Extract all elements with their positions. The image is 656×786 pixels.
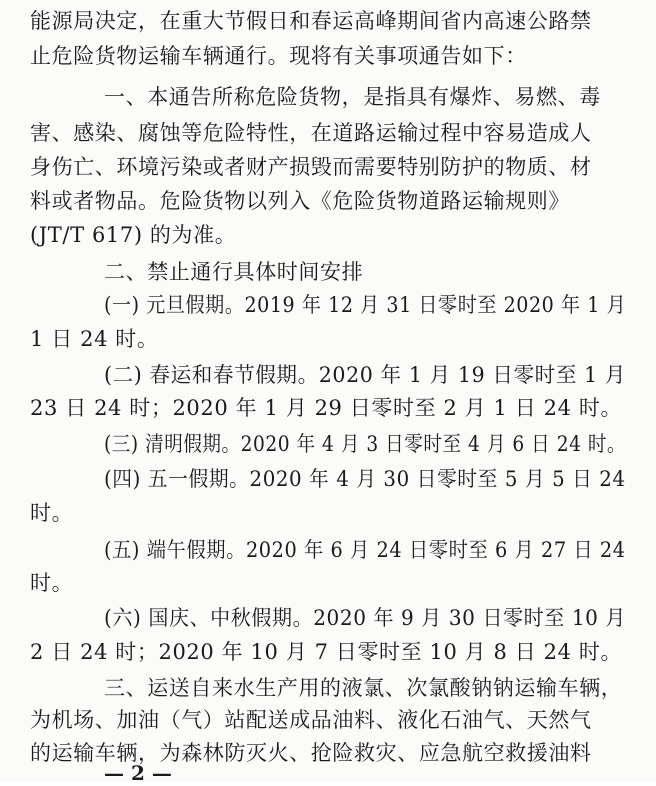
page-number: — 2 — <box>104 761 172 785</box>
text-line: (二) 春运和春节假期。2020 年 1 月 19 日零时至 1 月 <box>104 363 627 387</box>
text-line: 2 日 24 时；2020 年 10 月 7 日零时至 10 月 8 日 24 时。 <box>30 640 623 664</box>
text-line: 时。 <box>30 501 74 525</box>
section-heading: 三、运送自来水生产用的液氯、次氯酸钠钠运输车辆， <box>104 676 623 700</box>
text-line: 能源局决定，在重大节假日和春运高峰期间省内高速公路禁 <box>30 9 592 33</box>
text-line: (JT/T 617) 的为准。 <box>30 223 237 247</box>
text-line: (五) 端午假期。2020 年 6 月 24 日零时至 6 月 27 日 24 <box>104 538 626 562</box>
text-line: 止危险货物运输车辆通行。现将有关事项通告如下： <box>30 44 527 68</box>
section-heading: 二、禁止通行具体时间安排 <box>104 260 364 284</box>
text-line: 的运输车辆，为森林防灭火、抢险救灾、应急航空救援油料 <box>30 741 592 765</box>
text-line: 为机场、加油（气）站配送成品油料、液化石油气、天然气 <box>30 708 592 732</box>
text-line: 害、感染、腐蚀等危险特性，在道路运输过程中容易造成人 <box>30 121 592 145</box>
text-line: 身伤亡、环境污染或者财产损毁而需要特别防护的物质、材 <box>30 155 592 179</box>
text-line: (六) 国庆、中秋假期。2020 年 9 月 30 日零时至 10 月 <box>104 606 627 630</box>
text-line: (一) 元旦假期。2019 年 12 月 31 日零时至 2020 年 1 月 <box>104 293 627 317</box>
text-line: 料或者物品。危险货物以列入《危险货物道路运输规则》 <box>30 189 570 213</box>
text-line: (四) 五一假期。2020 年 4 月 30 日零时至 5 月 5 日 24 <box>104 467 626 491</box>
text-line: 时。 <box>30 571 74 595</box>
text-line: 一、本通告所称危险货物，是指具有爆炸、易燃、毒 <box>104 85 601 109</box>
text-line: 1 日 24 时。 <box>30 327 159 351</box>
text-line: 23 日 24 时；2020 年 1 月 29 日零时至 2 月 1 日 24 时。 <box>30 396 623 420</box>
text-line: (三) 清明假期。2020 年 4 月 3 日零时至 4 月 6 日 24 时。 <box>104 432 627 456</box>
